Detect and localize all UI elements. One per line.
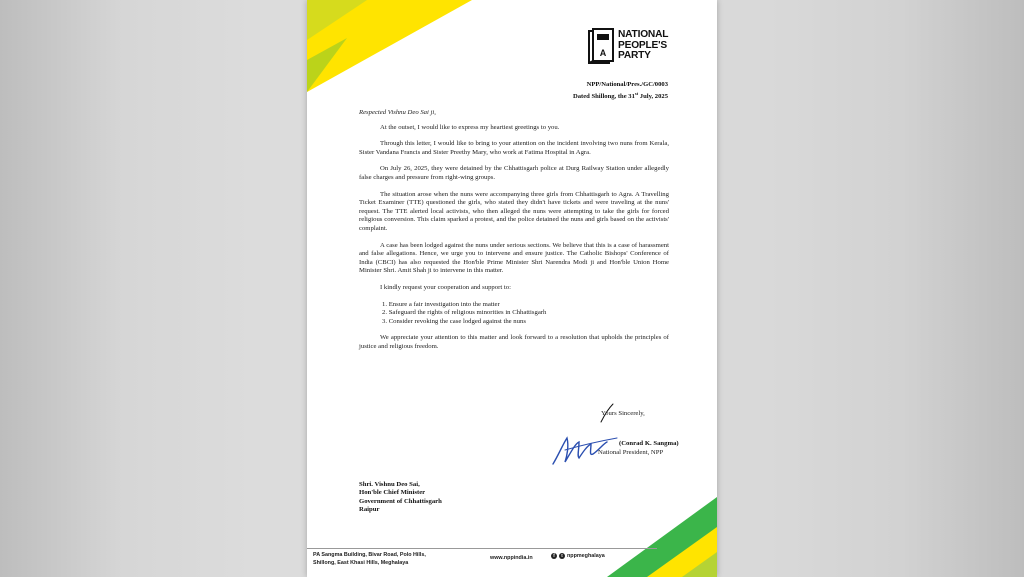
address-line: PA Sangma Building, Bivar Road, Polo Hills, — [313, 552, 426, 558]
date-prefix: Dated Shillong, the 31 — [572, 93, 635, 101]
website-link[interactable]: www.nppindia.in — [490, 555, 533, 561]
recipient-block — [359, 481, 442, 515]
footer-divider — [307, 548, 657, 549]
request-list — [382, 301, 669, 327]
social-handle[interactable]: nppmeghalaya — [567, 553, 605, 559]
npp-logo — [586, 28, 690, 68]
top-left-color-band — [307, 0, 487, 110]
logo-line-1: NATIONAL — [618, 29, 669, 40]
party-name — [618, 30, 690, 62]
address-line: Shillong, East Khasi Hills, Meghalaya — [313, 560, 409, 566]
letter-date — [573, 89, 668, 101]
logo-line-3: PARTY — [618, 50, 651, 61]
list-item: 2. Safeguard the rights of religious minorities in Chhattisgarh — [382, 309, 547, 317]
recipient-line: Shri. Vishnu Deo Sai, — [359, 481, 420, 488]
recipient-line: Government of Chhattisgarh — [359, 497, 442, 505]
paragraph: On July 26, 2025, they were detained by the Chhattisgarh police at Durg Railway Station under allegedly false charges and pressure from right-wing groups. — [359, 165, 669, 181]
paragraph: A case has been lodged against the nuns under serious sections. We believe that this is a case of harassment and false allegations. Hence, we urge you to intervene and ensure justice. The Catholic Bishops' Conference of India (CBCI) has also requested the Hon'ble Prime Minister Shri Narendra Modi ji and Hon'ble Union Home Minister Shri. Amit Shah ji to intervene in this matter. — [359, 241, 669, 275]
paragraph: Through this letter, I would like to bring to your attention on the incident involving two nuns from Kerala, Sister Vandana Francis and Sister Preethy Mary, who work at Fatima Hospital in Agra. — [359, 140, 669, 156]
book-letter: A — [599, 48, 607, 58]
letter-page — [307, 0, 717, 577]
reference-number: NPP/National/Pres./GC/0003 — [586, 81, 668, 88]
salutation: Respected Vishnu Deo Sai ji, — [359, 109, 436, 116]
date-suffix: July, 2025 — [638, 93, 668, 101]
twitter-icon[interactable]: t — [559, 553, 565, 559]
signatory-name: (Conrad K. Sangma) — [619, 440, 679, 447]
date-sup: st — [634, 91, 639, 96]
paragraph: The situation arose when the nuns were accompanying three girls from Chhattisgarh to Agra. A Travelling Ticket Examiner (TTE) questioned the girls, who stated they didn't have tickets and were traveling at the nuns' request. The TTE alerted local activists, who then alleged the nuns were attempting to take the girls for forced religious conversion. This claim sparked a protest, and the police detained the nuns and girls based on the activists' complaint. — [359, 190, 669, 232]
book-icon — [586, 28, 616, 66]
list-item: 1. Ensure a fair investigation into the matter — [382, 300, 500, 308]
recipient-line: Hon'ble Chief Minister — [359, 489, 426, 497]
closing-paragraph: We appreciate your attention to this matter and look forward to a resolution that upholds the principles of justice and religious freedom. — [359, 334, 669, 350]
footer-address — [313, 551, 426, 567]
paragraph: I kindly request your cooperation and support to: — [380, 283, 511, 291]
signatory-title: National President, NPP — [598, 449, 664, 456]
letter-body — [359, 109, 669, 359]
paragraph: At the outset, I would like to express my heartiest greetings to you. — [380, 123, 560, 131]
closing: Yours Sincerely, — [601, 410, 645, 417]
list-item: 3. Consider revoking the case lodged against the nuns — [382, 317, 526, 325]
recipient-line: Raipur — [359, 506, 380, 514]
facebook-icon[interactable]: f — [551, 553, 557, 559]
logo-line-2: PEOPLE'S — [618, 39, 667, 51]
reference-block — [573, 80, 668, 101]
social-links — [551, 553, 605, 559]
letter-footer — [307, 548, 717, 577]
